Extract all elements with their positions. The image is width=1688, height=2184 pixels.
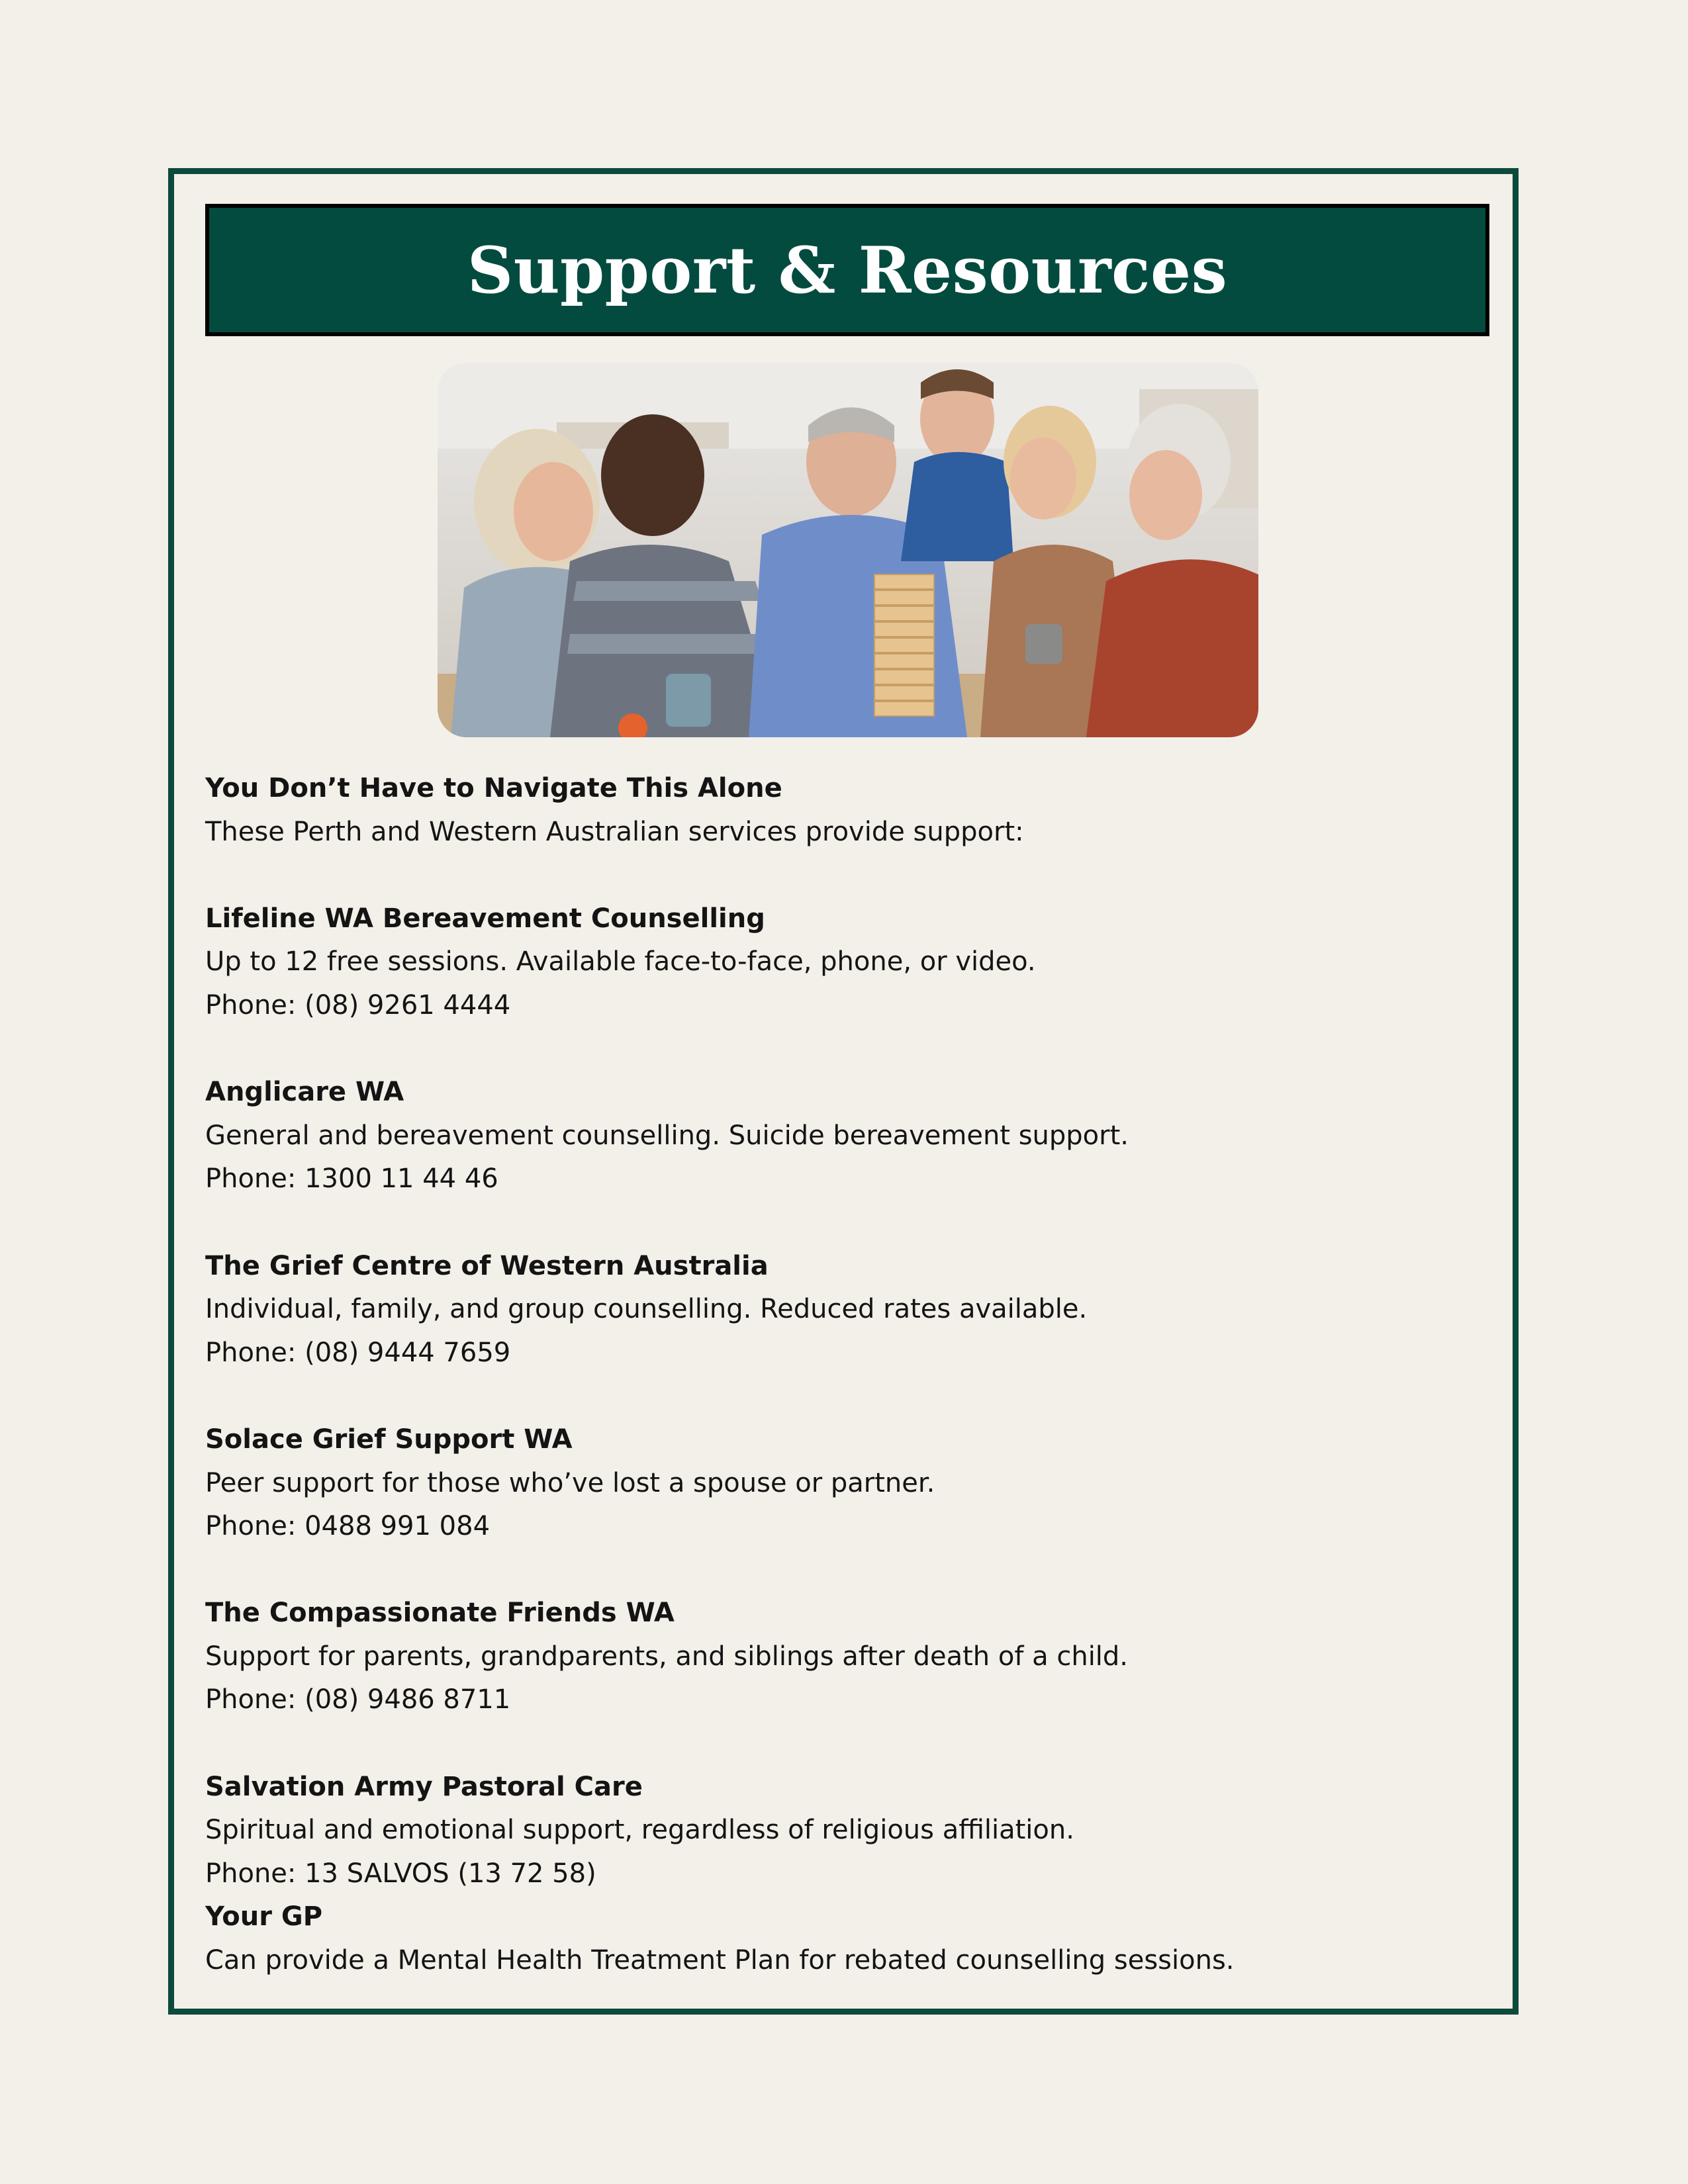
group-photo — [438, 363, 1258, 737]
service-description: Individual, family, and group counselling. Reduced rates available. — [205, 1294, 1088, 1325]
page-title: Support & Resources — [467, 232, 1228, 308]
service-name: Solace Grief Support WA — [205, 1424, 573, 1455]
service-phone: Phone: 13 SALVOS (13 72 58) — [205, 1858, 596, 1889]
service-name: Salvation Army Pastoral Care — [205, 1771, 643, 1802]
service-phone: Phone: (08) 9261 4444 — [205, 989, 511, 1021]
service-description: Peer support for those who’ve lost a spouse or partner. — [205, 1467, 935, 1498]
intro-text: These Perth and Western Australian services provide support: — [205, 816, 1024, 847]
service-phone: Phone: (08) 9486 8711 — [205, 1684, 511, 1715]
service-description: Can provide a Mental Health Treatment Plan for rebated counselling sessions. — [205, 1945, 1235, 1976]
service-name: The Compassionate Friends WA — [205, 1598, 675, 1629]
service-description: General and bereavement counselling. Suicide bereavement support. — [205, 1120, 1129, 1151]
title-banner — [205, 204, 1489, 336]
intro-heading: You Don’t Have to Navigate This Alone — [205, 773, 782, 803]
service-phone: Phone: 1300 11 44 46 — [205, 1163, 498, 1195]
service-phone: Phone: (08) 9444 7659 — [205, 1337, 511, 1368]
service-name: Your GP — [205, 1901, 323, 1933]
service-name: Anglicare WA — [205, 1077, 404, 1108]
service-name: Lifeline WA Bereavement Counselling — [205, 903, 765, 934]
service-phone: Phone: 0488 991 084 — [205, 1511, 491, 1542]
service-name: The Grief Centre of Western Australia — [205, 1250, 769, 1281]
service-description: Spiritual and emotional support, regardless of religious affiliation. — [205, 1815, 1074, 1846]
page-frame — [168, 168, 1519, 2015]
resource-list — [205, 767, 1489, 1983]
service-description: Support for parents, grandparents, and siblings after death of a child. — [205, 1641, 1129, 1672]
service-description: Up to 12 free sessions. Available face-to-face, phone, or video. — [205, 946, 1036, 978]
